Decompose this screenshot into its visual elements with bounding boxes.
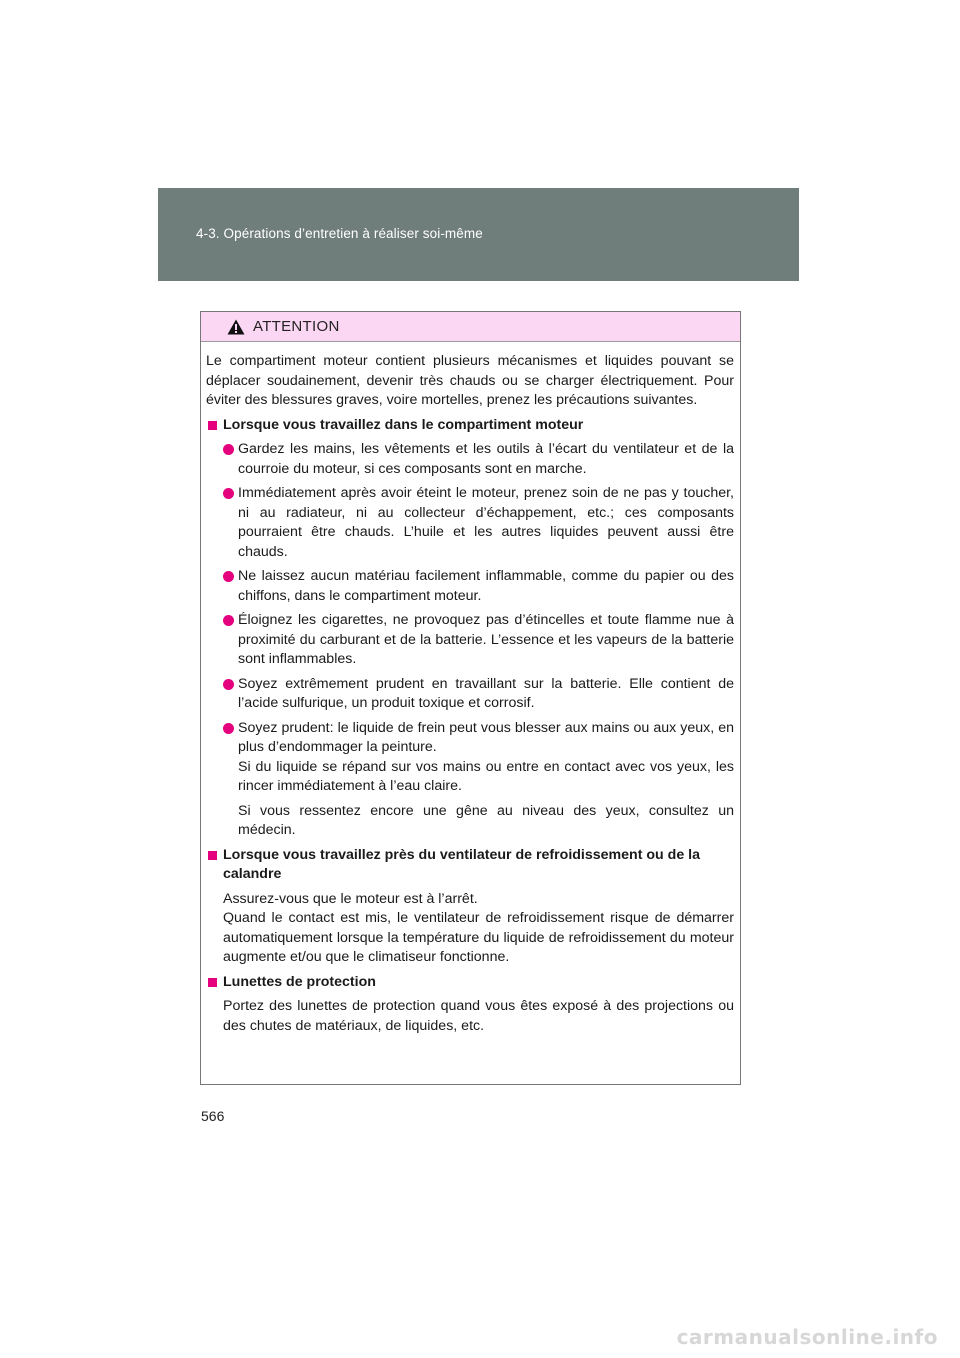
section-text: Assurez-vous que le moteur est à l’arrêt. Quand le contact est mis, le ventilateur de refroidissement risque de démarrer automatiquement lorsque la température du liquide de refroidissement du moteur augmente et/ou que le climatiseur fonctionne.: [223, 890, 734, 965]
warning-title: ATTENTION: [253, 318, 340, 335]
square-bullet-icon: [208, 851, 217, 860]
section-heading: Lorsque vous travaillez dans le compartiment moteur: [206, 416, 734, 436]
section-heading: Lunettes de protection: [206, 973, 734, 993]
watermark: carmanualsonline.info: [676, 1325, 938, 1349]
warning-body: [201, 342, 740, 1036]
circle-bullet-icon: [223, 488, 234, 499]
chapter-header-band: [158, 188, 799, 281]
list-item: Éloignez les cigarettes, ne provoquez pas d’étincelles et toute flamme nue à proximité du carburant et de la batterie. L’essence et les vapeurs de la batterie sont inflammables.: [206, 611, 734, 670]
square-bullet-icon: [208, 421, 217, 430]
warning-triangle-icon: [227, 319, 245, 335]
circle-bullet-icon: [223, 444, 234, 455]
list-item: Gardez les mains, les vêtements et les outils à l’écart du ventilateur et de la courroie du moteur, si ces composants sont en marche.: [206, 440, 734, 479]
circle-bullet-icon: [223, 723, 234, 734]
list-item-brake-fluid: Soyez prudent: le liquide de frein peut vous blesser aux mains ou aux yeux, en plus d’endommager la peinture. Si du liquide se répand sur vos mains ou entre en contact avec vos yeux, les rincer immédiatement à l’eau claire.: [206, 719, 734, 797]
warning-box: [200, 311, 741, 1085]
circle-bullet-icon: [223, 679, 234, 690]
circle-bullet-icon: [223, 571, 234, 582]
section-heading: Lorsque vous travaillez près du ventilateur de refroidissement ou de la calandre: [206, 846, 734, 885]
list-item: Ne laissez aucun matériau facilement inflammable, comme du papier ou des chiffons, dans le compartiment moteur.: [206, 567, 734, 606]
list-item: Soyez extrêmement prudent en travaillant sur la batterie. Elle contient de l’acide sulfurique, un produit toxique et corrosif.: [206, 675, 734, 714]
square-bullet-icon: [208, 978, 217, 987]
page-number: 566: [201, 1108, 225, 1124]
warning-header: [201, 312, 740, 342]
circle-bullet-icon: [223, 615, 234, 626]
chapter-title: 4-3. Opérations d’entretien à réaliser soi-même: [196, 226, 483, 241]
warning-intro: Le compartiment moteur contient plusieurs mécanismes et liquides pouvant se déplacer soudainement, devenir très chauds ou se charger électriquement. Pour éviter des blessures graves, voire mortelles, prenez les précautions suivantes.: [206, 353, 734, 408]
section-text: Portez des lunettes de protection quand vous êtes exposé à des projections ou des chutes de matériaux, de liquides, etc.: [223, 998, 734, 1034]
list-item: Immédiatement après avoir éteint le moteur, prenez soin de ne pas y toucher, ni au radiateur, ni au collecteur d’échappement, etc.; ces composants pourraient être chauds. L’huile et les autres liquides peuvent aussi être chauds.: [206, 484, 734, 562]
brake-fluid-note: Si vous ressentez encore une gêne au niveau des yeux, consultez un médecin.: [238, 802, 734, 838]
